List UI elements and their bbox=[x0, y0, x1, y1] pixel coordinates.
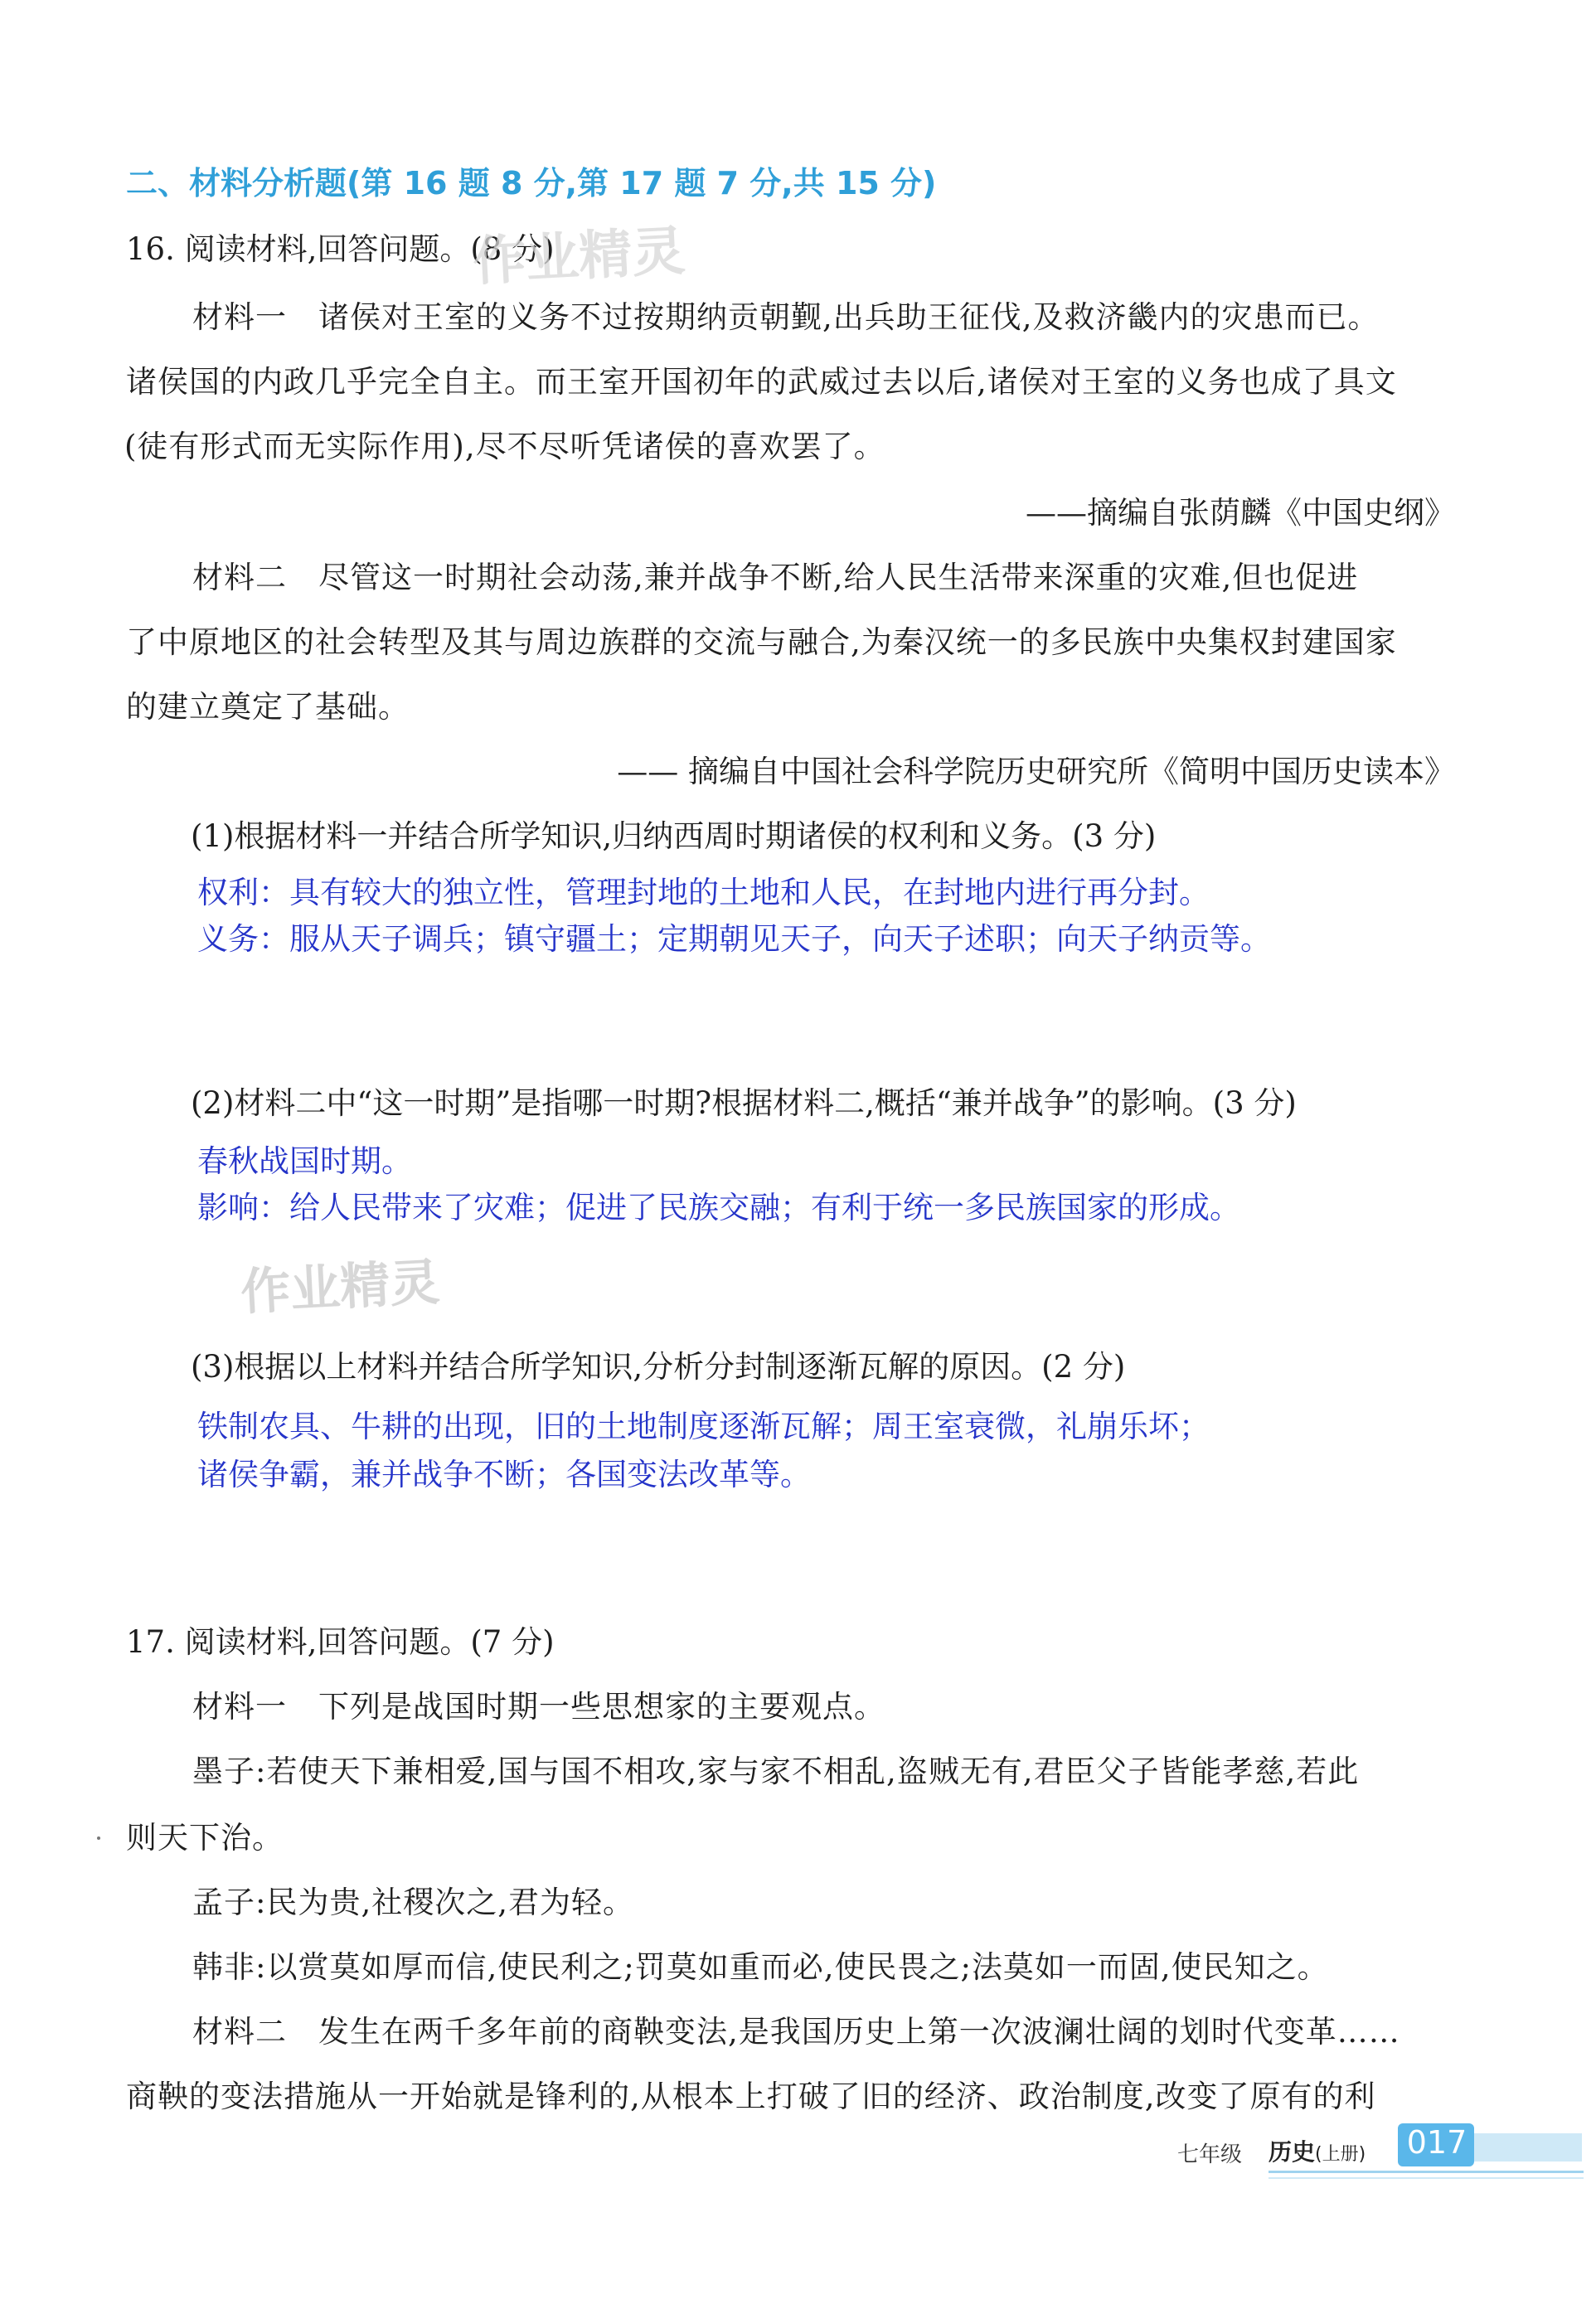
footer-subject bbox=[1269, 2134, 1366, 2167]
q17-material-1-intro: 材料一 下列是战国时期一些思想家的主要观点。 bbox=[192, 1689, 885, 1725]
q17-material-2-line: 材料二 发生在两千多年前的商鞅变法,是我国历史上第一次波澜壮阔的划时代变革…… bbox=[192, 2014, 1400, 2050]
q17-mozi-line: 则天下治。 bbox=[126, 1820, 284, 1856]
footer-rule bbox=[1269, 2177, 1584, 2179]
q16-material-2-line: 了中原地区的社会转型及其与周边族群的交流与融合,为秦汉统一的多民族中央集权封建国家 bbox=[126, 624, 1397, 660]
footer-rule bbox=[1269, 2171, 1584, 2173]
q16-material-1-line: 诸侯国的内政几乎完全自主。而王室开国初年的武威过去以后,诸侯对王室的义务也成了具文 bbox=[126, 364, 1397, 400]
watermark: 作业精灵 bbox=[471, 221, 687, 294]
q17-mozi-line: 墨子:若使天下兼相爱,国与国不相攻,家与家不相乱,盗贼无有,君臣父子皆能孝慈,若此 bbox=[192, 1754, 1360, 1789]
q16-material-2-line: 的建立奠定了基础。 bbox=[126, 689, 410, 725]
page-number-tab-tail bbox=[1474, 2133, 1582, 2161]
q16-material-2-line: 材料二 尽管这一时期社会动荡,兼并战争不断,给人民生活带来深重的灾难,但也促进 bbox=[192, 560, 1359, 595]
footer-grade: 七年级 bbox=[1177, 2142, 1243, 2167]
q16-answer-2-line: 影响：给人民带来了灾难；促进了民族交融；有利于统一多民族国家的形成。 bbox=[197, 1190, 1240, 1225]
q16-sub-question-2: (2)材料二中“这一时期”是指哪一时期?根据材料二,概括“兼并战争”的影响。(3 分) bbox=[191, 1085, 1297, 1121]
margin-dot bbox=[97, 1836, 100, 1840]
q16-answer-1-line: 义务：服从天子调兵；镇守疆土；定期朝见天子，向天子述职；向天子纳贡等。 bbox=[197, 921, 1271, 957]
watermark: 作业精灵 bbox=[239, 1253, 441, 1322]
q16-answer-3-line: 铁制农具、牛耕的出现，旧的土地制度逐渐瓦解；周王室衰微，礼崩乐坏； bbox=[197, 1409, 1210, 1444]
q17-mengzi: 孟子:民为贵,社稷次之,君为轻。 bbox=[192, 1885, 634, 1920]
footer-subject-name: 历史 bbox=[1269, 2138, 1316, 2166]
q16-answer-2-line: 春秋战国时期。 bbox=[197, 1143, 412, 1179]
section-title: 二、材料分析题(第 16 题 8 分,第 17 题 7 分,共 15 分) bbox=[126, 165, 937, 201]
q16-answer-3-line: 诸侯争霸，兼并战争不断；各国变法改革等。 bbox=[197, 1457, 811, 1492]
question-17-title: 17. 阅读材料,回答问题。(7 分) bbox=[126, 1624, 555, 1660]
question-16-title: 16. 阅读材料,回答问题。(8 分) bbox=[126, 231, 555, 267]
q16-material-1-line: 材料一 诸侯对王室的义务不过按期纳贡朝觐,出兵助王征伐,及救济畿内的灾患而已。 bbox=[192, 299, 1380, 335]
q16-material-2-source: —— 摘编自中国社会科学院历史研究所《简明中国历史读本》 bbox=[617, 754, 1455, 789]
q16-sub-question-3: (3)根据以上材料并结合所学知识,分析分封制逐渐瓦解的原因。(2 分) bbox=[191, 1349, 1126, 1385]
q16-material-1-source: ——摘编自张荫麟《中国史纲》 bbox=[1026, 495, 1455, 531]
q16-answer-1-line: 权利：具有较大的独立性，管理封地的土地和人民，在封地内进行再分封。 bbox=[197, 875, 1210, 910]
q17-material-2-line: 商鞅的变法措施从一开始就是锋利的,从根本上打破了旧的经济、政治制度,改变了原有的利 bbox=[126, 2079, 1376, 2114]
q17-hanfei: 韩非:以赏莫如厚而信,使民利之;罚莫如重而必,使民畏之;法莫如一而固,使民知之。 bbox=[192, 1949, 1329, 1985]
q16-material-1-line: (徒有形式而无实际作用),尽不尽听凭诸侯的喜欢罢了。 bbox=[124, 429, 885, 464]
footer-volume: (上册) bbox=[1315, 2144, 1366, 2165]
q16-sub-question-1: (1)根据材料一并结合所学知识,归纳西周时期诸侯的权利和义务。(3 分) bbox=[191, 818, 1157, 854]
page-number: 017 bbox=[1406, 2124, 1467, 2161]
